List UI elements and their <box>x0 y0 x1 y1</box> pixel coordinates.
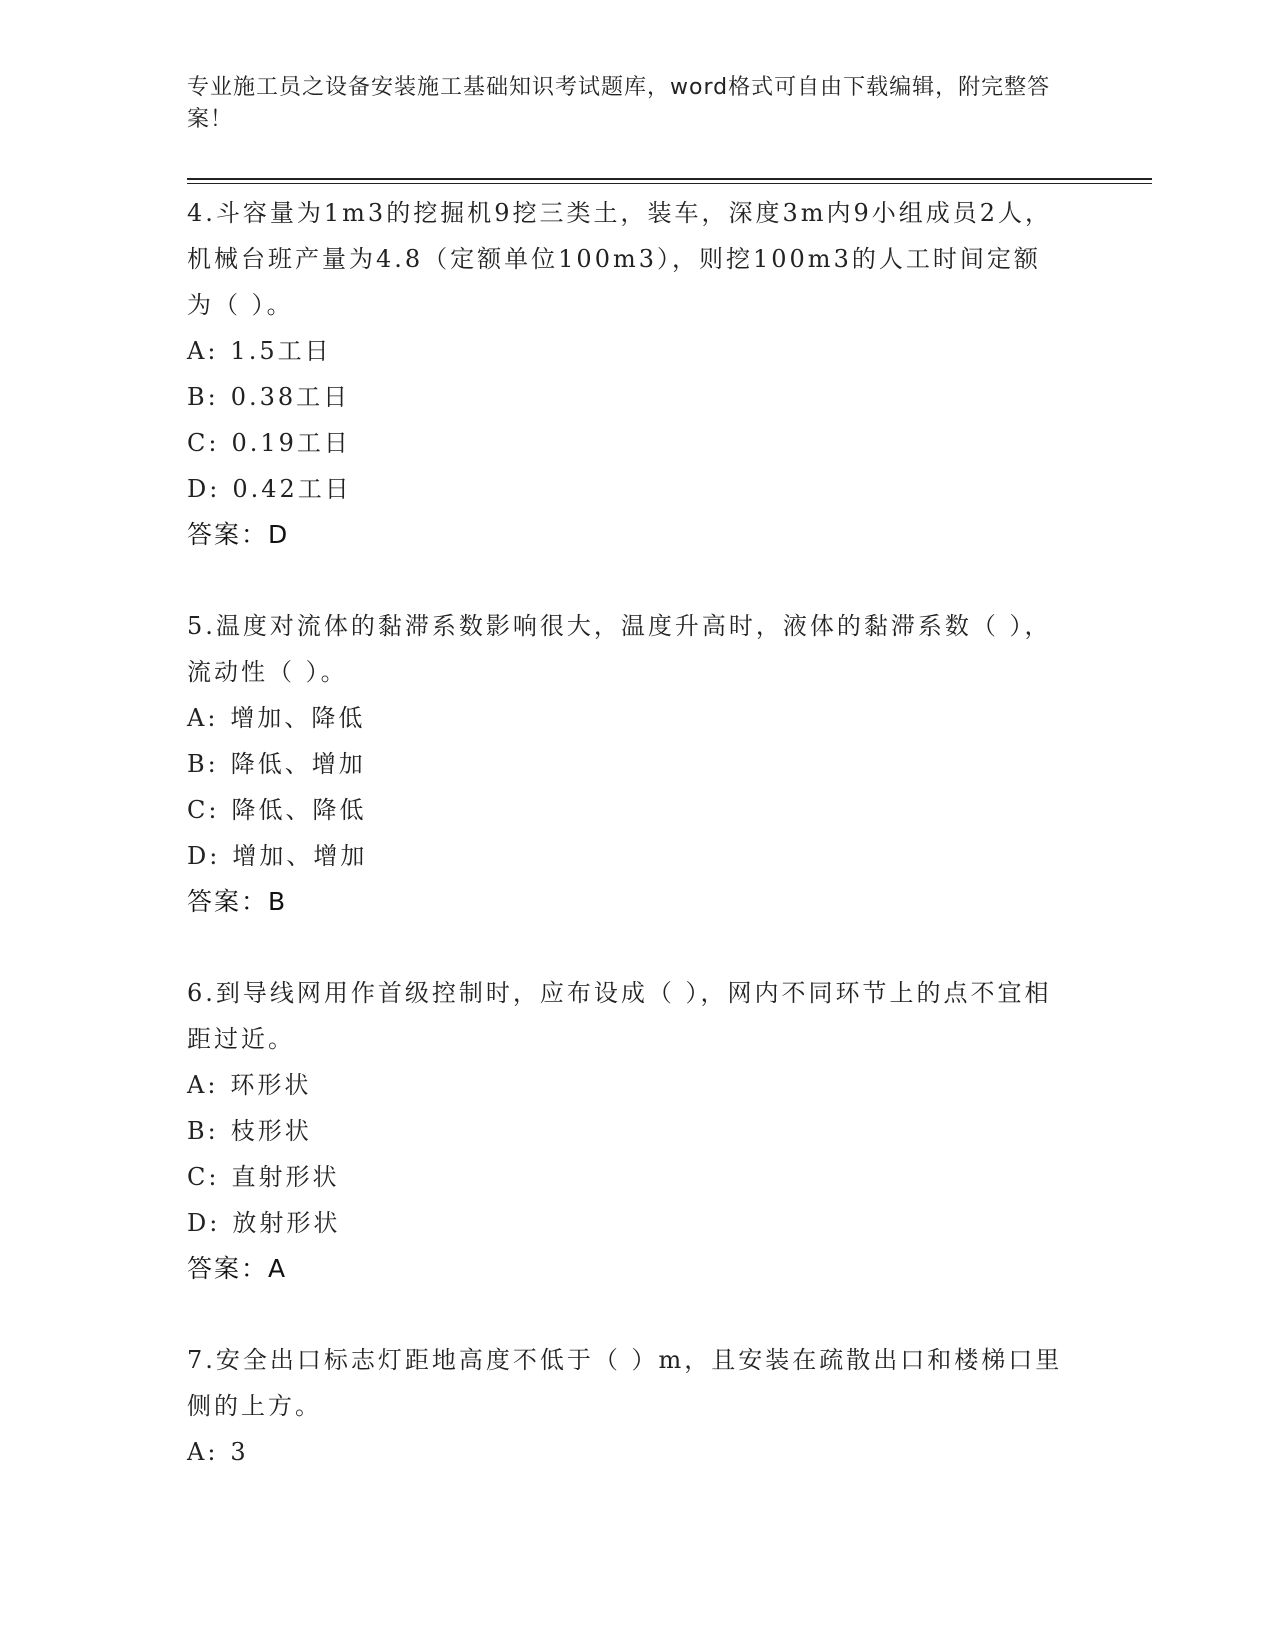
option-c <box>187 787 1067 833</box>
option-text: 1.5工日 <box>230 337 332 365</box>
option-b <box>187 1108 1067 1154</box>
option-c <box>187 1154 1067 1200</box>
answer-line: 答案：A <box>187 1254 288 1283</box>
option-text: 直射形状 <box>231 1163 340 1191</box>
option-text: 环形状 <box>230 1071 312 1099</box>
option-text: 增加、增加 <box>232 842 368 870</box>
option-letter: A: <box>187 1071 219 1099</box>
header-divider-thin <box>187 183 1152 184</box>
option-text: 3 <box>230 1438 249 1466</box>
option-letter: D: <box>187 475 221 503</box>
question-stem: 6.到导线网用作首级控制时，应布设成（ ），网内不同环节上的点不宜相距过近。 <box>187 979 1052 1053</box>
option-text: 0.42工日 <box>232 475 352 503</box>
option-letter: B: <box>187 750 219 778</box>
option-a <box>187 695 1067 741</box>
answer-line: 答案：B <box>187 887 288 916</box>
option-a <box>187 1429 1067 1475</box>
option-text: 0.19工日 <box>231 429 351 457</box>
option-letter: A: <box>187 1438 219 1466</box>
option-b <box>187 741 1067 787</box>
question-7 <box>187 1337 1067 1475</box>
option-letter: A: <box>187 337 219 365</box>
question-stem: 4.斗容量为1m3的挖掘机9挖三类土，装车，深度3m内9小组成员2人，机械台班产量为4.8（定额单位100m3），则挖100m3的人工时间定额为（ ）。 <box>187 199 1053 319</box>
option-text: 降低、降低 <box>231 796 367 824</box>
option-text: 放射形状 <box>232 1209 341 1237</box>
option-text: 0.38工日 <box>230 383 351 411</box>
option-letter: C: <box>187 1163 220 1191</box>
question-6 <box>187 970 1067 1292</box>
header-divider-thick <box>187 178 1152 180</box>
option-text: 降低、增加 <box>230 750 366 778</box>
option-d <box>187 466 1067 512</box>
option-letter: A: <box>187 704 219 732</box>
option-a <box>187 1062 1067 1108</box>
question-list <box>187 190 1067 1520</box>
option-letter: C: <box>187 796 220 824</box>
option-d <box>187 1200 1067 1246</box>
option-b <box>187 374 1067 420</box>
question-5 <box>187 603 1067 925</box>
option-d <box>187 833 1067 879</box>
document-header: 专业施工员之设备安装施工基础知识考试题库，word格式可自由下载编辑，附完整答案！ <box>187 75 1051 132</box>
option-letter: B: <box>187 1117 219 1145</box>
option-text: 枝形状 <box>230 1117 312 1145</box>
option-letter: D: <box>187 842 221 870</box>
answer-line: 答案：D <box>187 520 290 549</box>
question-stem: 7.安全出口标志灯距地高度不低于（ ）m，且安装在疏散出口和楼梯口里侧的上方。 <box>187 1346 1063 1420</box>
option-letter: C: <box>187 429 220 457</box>
option-letter: B: <box>187 383 219 411</box>
option-a <box>187 328 1067 374</box>
question-stem: 5.温度对流体的黏滞系数影响很大，温度升高时，液体的黏滞系数（ ），流动性（ ）。 <box>187 612 1052 686</box>
question-4 <box>187 190 1067 558</box>
option-text: 增加、降低 <box>230 704 366 732</box>
option-c <box>187 420 1067 466</box>
option-letter: D: <box>187 1209 221 1237</box>
